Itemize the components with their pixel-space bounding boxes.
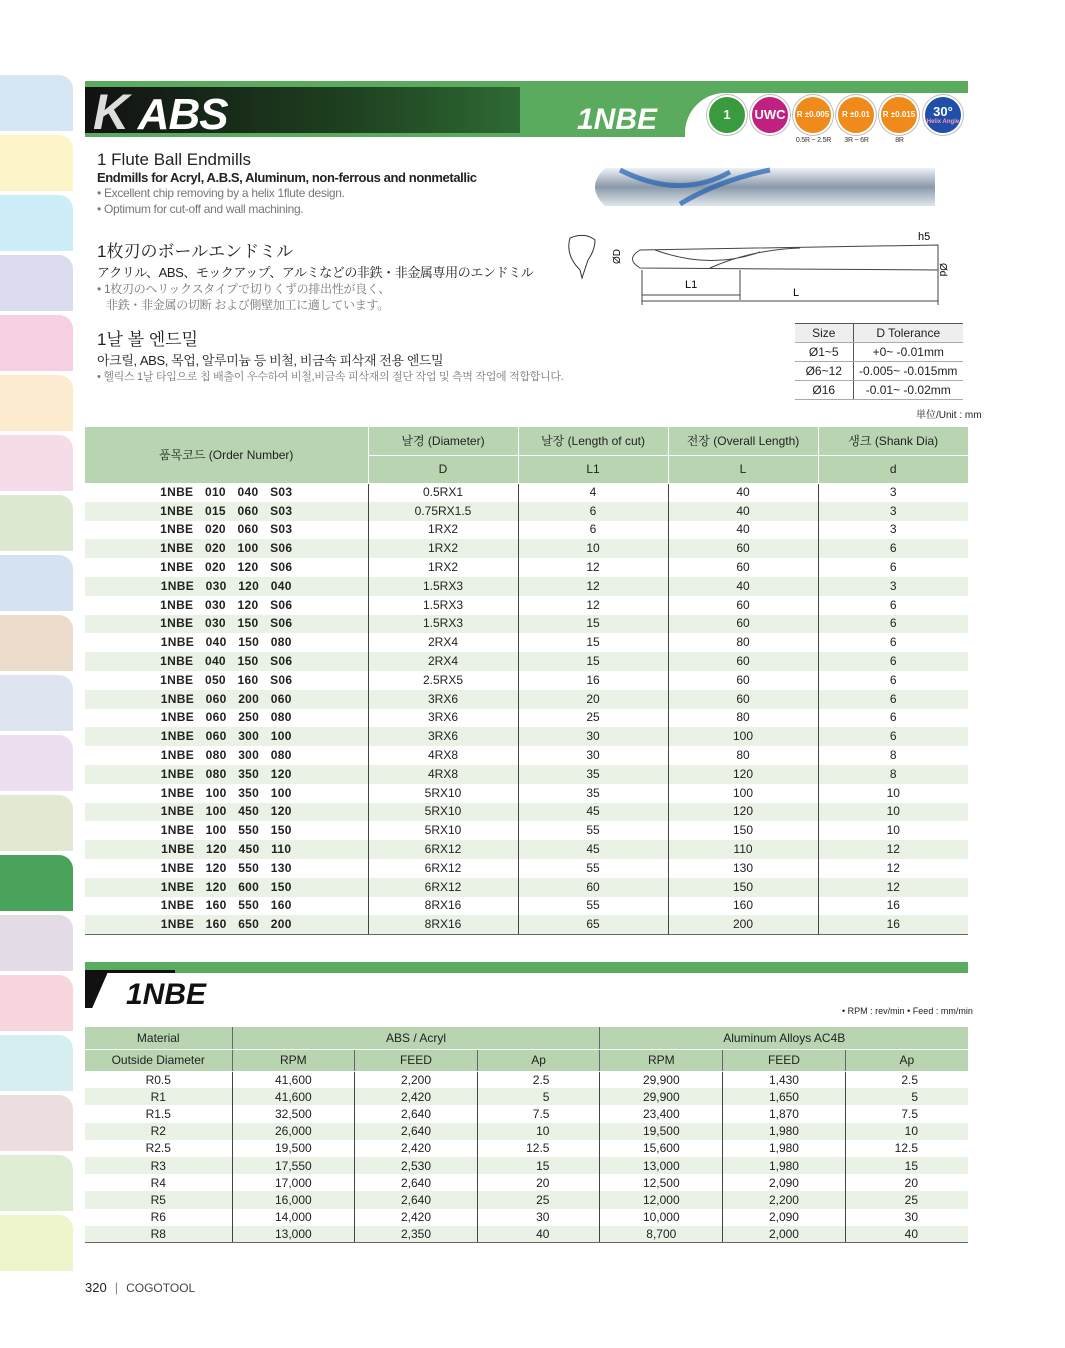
side-tab bbox=[0, 1155, 73, 1211]
badge-caption: 0.5R ~ 2.5R bbox=[795, 137, 832, 144]
table-cell: 2.5RX5 bbox=[368, 671, 518, 690]
table-cell: 1.5RX3 bbox=[368, 615, 518, 634]
table-cell: 5RX10 bbox=[368, 821, 518, 840]
table-row bbox=[85, 1191, 968, 1208]
side-tab bbox=[0, 135, 73, 191]
table-row bbox=[85, 577, 968, 596]
table-cell: 2,640 bbox=[355, 1191, 478, 1208]
table-cell: 45 bbox=[518, 803, 668, 822]
feature-badge bbox=[750, 95, 790, 135]
table-cell: 20 bbox=[477, 1174, 600, 1191]
table-cell: 6 bbox=[818, 539, 968, 558]
table-row bbox=[85, 840, 968, 859]
table-cell: 80 bbox=[668, 709, 818, 728]
table-cell: 3RX6 bbox=[368, 727, 518, 746]
table-row bbox=[85, 803, 968, 822]
table-cell: R6 bbox=[85, 1209, 232, 1226]
cutting-conditions-table: Material ABS / Acryl Aluminum Alloys AC4B Outside Diameter RPM FEED Ap RPM FEED Ap R0.5 41,600 2,200 2.5 29,900 1,430 2.5 R1 41,600 2,420 5 29,900 1,650 5 R1.5 32,500 2,640 7.5 23,400 1,870 7.5 R2 26,000 2,640 10 19,500 1,980 10 R2.5 19,500 2,420 12.5 15,600 1,980 12.5 R3 17,550 2,530 15 13,000 1,980 15 R4 17,000 2,640 20 12,500 2,090 20 R5 16,000 2,640 25 12,000 2,200 25 R6 14,000 2,420 30 10,000 2,090 30 R8 13,000 2,350 40 8,700 2,000 40 bbox=[85, 1027, 968, 1243]
table-cell: 10 bbox=[477, 1123, 600, 1140]
feature-badge bbox=[879, 95, 919, 135]
table-row bbox=[85, 709, 968, 728]
table-cell: 4RX8 bbox=[368, 746, 518, 765]
table-cell: 110 bbox=[668, 840, 818, 859]
table-cell: 120 bbox=[668, 803, 818, 822]
table-cell: 10,000 bbox=[600, 1209, 723, 1226]
table-cell: 1NBE 120 450 110 bbox=[85, 840, 368, 859]
table-cell: +0~ -0.01mm bbox=[853, 343, 963, 362]
feature-badge bbox=[923, 95, 963, 135]
table-cell: 4RX8 bbox=[368, 765, 518, 784]
table-cell: R1 bbox=[85, 1088, 232, 1105]
table-cell: 12 bbox=[886, 860, 900, 875]
table-row bbox=[85, 633, 968, 652]
table-cell: 2.5 bbox=[477, 1071, 600, 1088]
table-cell: R3 bbox=[85, 1157, 232, 1174]
table-cell: 1NBE 060 200 060 bbox=[85, 690, 368, 709]
table-cell: 4 bbox=[518, 483, 668, 502]
side-tab bbox=[0, 675, 73, 731]
l-label: L bbox=[793, 287, 800, 299]
badge-caption: 3R ~ 6R bbox=[844, 137, 869, 144]
table-cell: 60 bbox=[668, 596, 818, 615]
table-row bbox=[85, 1105, 968, 1122]
side-tab bbox=[0, 795, 73, 851]
feature-badge bbox=[707, 95, 747, 135]
table-cell: 3RX6 bbox=[368, 709, 518, 728]
table-cell: 1NBE 020 100 S06 bbox=[85, 539, 368, 558]
table-cell: 2,420 bbox=[355, 1140, 478, 1157]
l1-label: L1 bbox=[685, 279, 698, 291]
side-tab bbox=[0, 195, 73, 251]
table-cell: 5 bbox=[845, 1088, 968, 1105]
table-row bbox=[85, 1123, 968, 1140]
table-cell: 0.5RX1 bbox=[368, 483, 518, 502]
side-tab bbox=[0, 255, 73, 311]
table-cell: -0.005~ -0.015mm bbox=[853, 362, 963, 381]
table-cell: R8 bbox=[85, 1226, 232, 1243]
table-cell: 1NBE 060 250 080 bbox=[85, 709, 368, 728]
side-tab bbox=[0, 435, 73, 491]
table-cell: 1.5RX3 bbox=[368, 596, 518, 615]
table-cell: 32,500 bbox=[232, 1105, 355, 1122]
table-cell: R0.5 bbox=[85, 1071, 232, 1088]
table-cell: 10 bbox=[818, 803, 968, 822]
table-cell: 80 bbox=[668, 746, 818, 765]
table-cell: 1NBE 100 350 100 bbox=[85, 784, 368, 803]
table-cell: 3 bbox=[818, 502, 968, 521]
table-cell: 1NBE 050 160 S06 bbox=[85, 671, 368, 690]
title-en: 1 Flute Ball Endmills bbox=[97, 150, 252, 169]
table-cell: 1NBE 040 150 080 bbox=[85, 633, 368, 652]
table-row bbox=[85, 539, 968, 558]
side-tab bbox=[0, 1035, 73, 1091]
cutting-section-bar bbox=[85, 962, 968, 973]
table-cell: 1,870 bbox=[723, 1105, 846, 1122]
od-label: ØD bbox=[612, 249, 623, 264]
tolerance-table: Size D Tolerance Ø1~5 +0~ -0.01mm Ø6~12 -0.005~ -0.015mm Ø16 -0.01~ -0.02mm bbox=[795, 323, 963, 400]
table-cell: 1.5RX3 bbox=[368, 577, 518, 596]
table-cell: 2,420 bbox=[355, 1088, 478, 1105]
table-row bbox=[85, 1071, 968, 1088]
table-cell: 6 bbox=[818, 615, 968, 634]
table-cell: 14,000 bbox=[232, 1209, 355, 1226]
table-cell: 2,090 bbox=[723, 1209, 846, 1226]
table-cell: 35 bbox=[518, 784, 668, 803]
table-cell: R2 bbox=[85, 1123, 232, 1140]
table-cell: 35 bbox=[518, 765, 668, 784]
table-cell: 6 bbox=[518, 521, 668, 540]
table-cell: 17,550 bbox=[232, 1157, 355, 1174]
table-cell: 40 bbox=[668, 521, 818, 540]
table-cell: 60 bbox=[668, 558, 818, 577]
table-cell: 160 bbox=[668, 897, 818, 916]
title-kr: 1날 볼 엔드밀 bbox=[97, 330, 199, 349]
table-cell: 20 bbox=[904, 1175, 918, 1190]
table-cell: R2.5 bbox=[85, 1140, 232, 1157]
subtitle-en: Endmills for Acryl, A.B.S, Aluminum, non-ferrous and nonmetallic bbox=[97, 170, 477, 185]
table-cell: 8 bbox=[818, 765, 968, 784]
table-cell: 23,400 bbox=[600, 1105, 723, 1122]
table-cell: 8 bbox=[889, 748, 897, 763]
table-cell: 1RX2 bbox=[368, 521, 518, 540]
badge-label: R ±0.01 bbox=[842, 109, 870, 119]
side-tab bbox=[0, 915, 73, 971]
table-cell: 1,980 bbox=[723, 1157, 846, 1174]
table-row bbox=[85, 671, 968, 690]
table-cell: R5 bbox=[85, 1191, 232, 1208]
table-row bbox=[85, 1226, 968, 1243]
table-cell: 13,000 bbox=[232, 1226, 355, 1243]
badge-caption: Helix Angle bbox=[926, 118, 960, 125]
brand-title: K ABS bbox=[93, 84, 228, 140]
table-cell: 10 bbox=[518, 539, 668, 558]
table-cell: 100 bbox=[668, 784, 818, 803]
table-row bbox=[85, 558, 968, 577]
table-cell: 6RX12 bbox=[368, 840, 518, 859]
table-cell: 3 bbox=[889, 522, 897, 537]
table-row bbox=[85, 859, 968, 878]
table-cell: 2RX4 bbox=[368, 652, 518, 671]
table-cell: 1NBE 100 450 120 bbox=[85, 803, 368, 822]
side-tab bbox=[0, 855, 73, 911]
table-cell: -0.01~ -0.02mm bbox=[853, 381, 963, 400]
table-cell: 12 bbox=[518, 596, 668, 615]
table-row bbox=[85, 1157, 968, 1174]
table-cell: R1.5 bbox=[85, 1105, 232, 1122]
table-cell: 6 bbox=[818, 652, 968, 671]
table-cell: 12,500 bbox=[600, 1174, 723, 1191]
badge-label: 30° bbox=[933, 103, 953, 119]
table-cell: 10 bbox=[886, 785, 900, 800]
table-cell: 130 bbox=[668, 859, 818, 878]
table-cell: 6 bbox=[889, 672, 897, 687]
table-cell: 1NBE 030 150 S06 bbox=[85, 615, 368, 634]
table-cell: 2,090 bbox=[723, 1174, 846, 1191]
badge-label: R ±0.005 bbox=[796, 109, 830, 119]
table-cell: 6 bbox=[889, 635, 897, 650]
title-jp: 1枚刃のボールエンドミル bbox=[97, 242, 294, 261]
table-cell: 150 bbox=[668, 821, 818, 840]
table-row bbox=[85, 652, 968, 671]
table-cell: 3RX6 bbox=[368, 690, 518, 709]
table-cell: 12 bbox=[518, 558, 668, 577]
table-cell: 5RX10 bbox=[368, 784, 518, 803]
table-cell: 60 bbox=[668, 671, 818, 690]
table-cell: 1NBE 040 150 S06 bbox=[85, 652, 368, 671]
table-cell: 15 bbox=[518, 633, 668, 652]
table-cell: 80 bbox=[668, 633, 818, 652]
table-cell: 2,000 bbox=[723, 1226, 846, 1243]
table-cell: 30 bbox=[518, 727, 668, 746]
table-cell: 2,530 bbox=[355, 1157, 478, 1174]
table-cell: 2,420 bbox=[355, 1209, 478, 1226]
order-table: 품목코드 (Order Number) 날경 (Diameter) 날장 (Length of cut) 전장 (Overall Length) 생크 (Shank Dia) D L1 L d 1NBE 010 040 S03 0.5RX1 4 40 3 1NBE 015 060 S03 0.75RX1.5 6 40 3 1NBE 020 060 S03 1RX2 6 40 3 1NBE 020 100 S06 1RX2 10 60 6 1NBE 020 120 S06 1RX2 12 60 6 1NBE 030 120 040 1.5RX3 12 40 3 1NBE 030 120 S06 1.5RX3 12 60 6 1NBE 030 150 S06 1.5RX3 15 60 6 1NBE 040 150 080 2RX4 15 80 6 1NBE 040 150 S06 2RX4 15 60 6 1NBE 050 160 S06 2.5RX5 16 60 6 1NBE 060 200 060 3RX6 20 60 6 1NBE 060 250 080 3RX6 25 80 6 1NBE 060 300 100 3RX6 30 100 6 1NBE 080 300 080 4RX8 30 80 8 1NBE 080 350 120 4RX8 35 120 8 1NBE 100 350 100 5RX10 35 100 10 1NBE 100 450 120 5RX10 45 120 10 1NBE 100 550 150 5RX10 55 150 10 1NBE 120 450 110 6RX12 45 110 12 1NBE 120 550 130 6RX12 55 130 12 1NBE 120 600 150 6RX12 60 150 12 1NBE 160 550 160 8RX16 55 160 16 1NBE 160 650 200 8RX16 65 200 16 bbox=[85, 427, 968, 935]
table-cell: 1NBE 100 550 150 bbox=[85, 821, 368, 840]
table-cell: 16 bbox=[886, 898, 900, 913]
table-cell: Ø16 bbox=[795, 381, 853, 400]
table-cell: 15 bbox=[845, 1157, 968, 1174]
unit-label: 単位/Unit : mm bbox=[916, 410, 982, 421]
table-cell: 17,000 bbox=[232, 1174, 355, 1191]
table-cell: 1NBE 160 550 160 bbox=[85, 897, 368, 916]
table-cell: 7.5 bbox=[477, 1105, 600, 1122]
table-cell: 1NBE 120 600 150 bbox=[85, 878, 368, 897]
table-cell: R4 bbox=[85, 1174, 232, 1191]
table-cell: 1NBE 160 650 200 bbox=[85, 915, 368, 934]
table-row bbox=[795, 362, 963, 381]
table-row bbox=[85, 690, 968, 709]
table-cell: 1NBE 120 550 130 bbox=[85, 859, 368, 878]
units-note: • RPM : rev/min • Feed : mm/min bbox=[842, 1006, 973, 1016]
badge-label: R ±0.015 bbox=[882, 109, 916, 119]
table-cell: 15 bbox=[518, 615, 668, 634]
feature-badge bbox=[793, 95, 833, 135]
table-cell: 60 bbox=[668, 615, 818, 634]
badge-caption: 8R bbox=[895, 137, 904, 144]
table-cell: 1NBE 020 120 S06 bbox=[85, 558, 368, 577]
table-cell: 40 bbox=[845, 1226, 968, 1243]
table-cell: 12 bbox=[518, 577, 668, 596]
table-cell: 29,900 bbox=[600, 1088, 723, 1105]
table-cell: 1NBE 010 040 S03 bbox=[85, 483, 368, 502]
table-row bbox=[85, 897, 968, 916]
table-cell: 6 bbox=[889, 597, 897, 612]
table-cell: 25 bbox=[518, 709, 668, 728]
table-row bbox=[85, 821, 968, 840]
table-cell: 1NBE 030 120 S06 bbox=[85, 596, 368, 615]
side-tab bbox=[0, 315, 73, 371]
table-cell: 16 bbox=[818, 915, 968, 934]
table-cell: 29,900 bbox=[600, 1071, 723, 1088]
table-cell: 1NBE 015 060 S03 bbox=[85, 502, 368, 521]
table-cell: 100 bbox=[668, 727, 818, 746]
table-cell: 30 bbox=[477, 1209, 600, 1226]
side-tab bbox=[0, 615, 73, 671]
table-cell: 26,000 bbox=[232, 1123, 355, 1140]
side-tab bbox=[0, 495, 73, 551]
table-cell: 2,350 bbox=[355, 1226, 478, 1243]
table-cell: 12 bbox=[818, 840, 968, 859]
table-cell: 1,980 bbox=[723, 1123, 846, 1140]
table-cell: 10 bbox=[845, 1123, 968, 1140]
footer-brand: COGOTOOL bbox=[126, 1281, 196, 1295]
table-cell: 2,640 bbox=[355, 1123, 478, 1140]
table-cell: 16,000 bbox=[232, 1191, 355, 1208]
badge-label: 1 bbox=[723, 106, 731, 122]
footer: 320 | COGOTOOL bbox=[85, 1280, 196, 1295]
table-row bbox=[85, 1209, 968, 1226]
side-tab bbox=[0, 735, 73, 791]
table-cell: 1,430 bbox=[723, 1071, 846, 1088]
table-cell: 6RX12 bbox=[368, 878, 518, 897]
table-cell: 15 bbox=[518, 652, 668, 671]
table-cell: 1NBE 080 350 120 bbox=[85, 765, 368, 784]
table-cell: 12,000 bbox=[600, 1191, 723, 1208]
table-cell: 8RX16 bbox=[368, 915, 518, 934]
cutting-section-code: 1NBE bbox=[126, 978, 207, 1011]
table-cell: 19,500 bbox=[600, 1123, 723, 1140]
table-cell: 30 bbox=[518, 746, 668, 765]
table-cell: 1,980 bbox=[723, 1140, 846, 1157]
table-row bbox=[85, 1174, 968, 1191]
table-cell: 60 bbox=[668, 690, 818, 709]
table-row bbox=[85, 1140, 968, 1157]
table-row bbox=[85, 784, 968, 803]
badge-label: UWC bbox=[754, 106, 786, 122]
table-cell: 1NBE 060 300 100 bbox=[85, 727, 368, 746]
table-cell: 45 bbox=[518, 840, 668, 859]
table-cell: 25 bbox=[477, 1191, 600, 1208]
table-cell: 41,600 bbox=[232, 1071, 355, 1088]
table-cell: 55 bbox=[518, 821, 668, 840]
table-cell: 150 bbox=[668, 878, 818, 897]
table-cell: 12.5 bbox=[477, 1140, 600, 1157]
table-cell: 30 bbox=[904, 1210, 918, 1225]
table-cell: 40 bbox=[668, 577, 818, 596]
table-cell: 16 bbox=[518, 671, 668, 690]
product-code: 1NBE bbox=[577, 103, 658, 136]
table-cell: 6 bbox=[889, 710, 897, 725]
h5-label: h5 bbox=[918, 231, 931, 243]
table-row bbox=[85, 615, 968, 634]
table-cell: 15,600 bbox=[600, 1140, 723, 1157]
table-row bbox=[795, 381, 963, 400]
table-cell: 60 bbox=[668, 652, 818, 671]
table-cell: 6 bbox=[818, 727, 968, 746]
table-cell: 1NBE 080 300 080 bbox=[85, 746, 368, 765]
table-row bbox=[85, 483, 968, 502]
table-cell: Ø1~5 bbox=[795, 343, 853, 362]
table-cell: 6 bbox=[518, 502, 668, 521]
table-cell: 2,200 bbox=[355, 1071, 478, 1088]
table-cell: 60 bbox=[518, 878, 668, 897]
table-cell: 3 bbox=[818, 577, 968, 596]
table-cell: 55 bbox=[518, 897, 668, 916]
table-cell: 5RX10 bbox=[368, 803, 518, 822]
side-tab bbox=[0, 1215, 73, 1271]
table-row bbox=[85, 521, 968, 540]
table-cell: 55 bbox=[518, 859, 668, 878]
table-cell: 200 bbox=[668, 915, 818, 934]
table-cell: 25 bbox=[845, 1191, 968, 1208]
table-cell: 1,650 bbox=[723, 1088, 846, 1105]
table-cell: 12.5 bbox=[894, 1141, 918, 1156]
table-row bbox=[85, 915, 968, 934]
table-row bbox=[85, 765, 968, 784]
side-tab bbox=[0, 975, 73, 1031]
table-cell: 6RX12 bbox=[368, 859, 518, 878]
endmill-illustration bbox=[560, 160, 950, 310]
table-cell: 7.5 bbox=[901, 1106, 918, 1121]
d-label: Ød bbox=[937, 263, 948, 277]
table-cell: 12 bbox=[818, 878, 968, 897]
table-cell: 6 bbox=[889, 560, 897, 575]
side-tab bbox=[0, 555, 73, 611]
description: 1 Flute Ball Endmills Endmills for Acryl, A.B.S, Aluminum, non-ferrous and nonmetallic • Excellent chip removing by a helix 1flute design. • Optimum for cut-off and wall machining. 1枚刃のボールエンドミル アクリル、ABS、モックアップ、アルミなどの非鉄・非金属専用のエンドミル • 1枚刃のヘリックスタイプで切りくずの排出性が良く、 非鉄・非金属の切断 および側壁加工に適しています。 1날 볼 엔드밀 아크릴, ABS, 목업, 알루미늄 등 비철, 비금속 피삭재 전용 엔드밀 • 헬릭스 1날 타입으로 칩 배출이 우수하여 비철,비금속 피삭재의 절단 작업 및 측벽 작업에 적합합니다. bbox=[97, 150, 564, 383]
table-cell: 2RX4 bbox=[368, 633, 518, 652]
table-cell: 40 bbox=[668, 502, 818, 521]
table-cell: 3 bbox=[889, 485, 897, 500]
table-row bbox=[85, 502, 968, 521]
table-cell: Ø6~12 bbox=[795, 362, 853, 381]
table-cell: 6 bbox=[818, 690, 968, 709]
table-row bbox=[85, 1088, 968, 1105]
header-banner bbox=[85, 81, 968, 140]
table-row bbox=[85, 746, 968, 765]
table-cell: 15 bbox=[477, 1157, 600, 1174]
table-cell: 41,600 bbox=[232, 1088, 355, 1105]
table-cell: 13,000 bbox=[600, 1157, 723, 1174]
side-tab bbox=[0, 1095, 73, 1151]
page-number: 320 bbox=[85, 1280, 107, 1295]
table-cell: 2,640 bbox=[355, 1105, 478, 1122]
side-tab bbox=[0, 375, 73, 431]
table-cell: 40 bbox=[477, 1226, 600, 1243]
subtitle-jp: アクリル、ABS、モックアップ、アルミなどの非鉄・非金属専用のエンドミル bbox=[97, 265, 534, 280]
table-cell: 8RX16 bbox=[368, 897, 518, 916]
table-cell: 2.5 bbox=[901, 1072, 918, 1087]
feature-badge bbox=[836, 95, 876, 135]
table-cell: 1NBE 020 060 S03 bbox=[85, 521, 368, 540]
table-cell: 0.75RX1.5 bbox=[368, 502, 518, 521]
side-tab bbox=[0, 75, 73, 131]
table-cell: 8,700 bbox=[600, 1226, 723, 1243]
table-cell: 19,500 bbox=[232, 1140, 355, 1157]
table-cell: 2,640 bbox=[355, 1174, 478, 1191]
table-cell: 40 bbox=[668, 483, 818, 502]
table-cell: 20 bbox=[518, 690, 668, 709]
table-row bbox=[85, 878, 968, 897]
table-cell: 120 bbox=[668, 765, 818, 784]
table-cell: 10 bbox=[886, 823, 900, 838]
table-row bbox=[85, 596, 968, 615]
subtitle-kr: 아크릴, ABS, 목업, 알루미늄 등 비철, 비금속 피삭재 전용 엔드밀 bbox=[97, 353, 444, 368]
table-cell: 5 bbox=[477, 1088, 600, 1105]
table-cell: 1NBE 030 120 040 bbox=[85, 577, 368, 596]
table-cell: 1RX2 bbox=[368, 558, 518, 577]
table-cell: 60 bbox=[668, 539, 818, 558]
table-cell: 2,200 bbox=[723, 1191, 846, 1208]
table-row bbox=[795, 343, 963, 362]
table-cell: 1RX2 bbox=[368, 539, 518, 558]
table-row bbox=[85, 727, 968, 746]
table-cell: 65 bbox=[518, 915, 668, 934]
